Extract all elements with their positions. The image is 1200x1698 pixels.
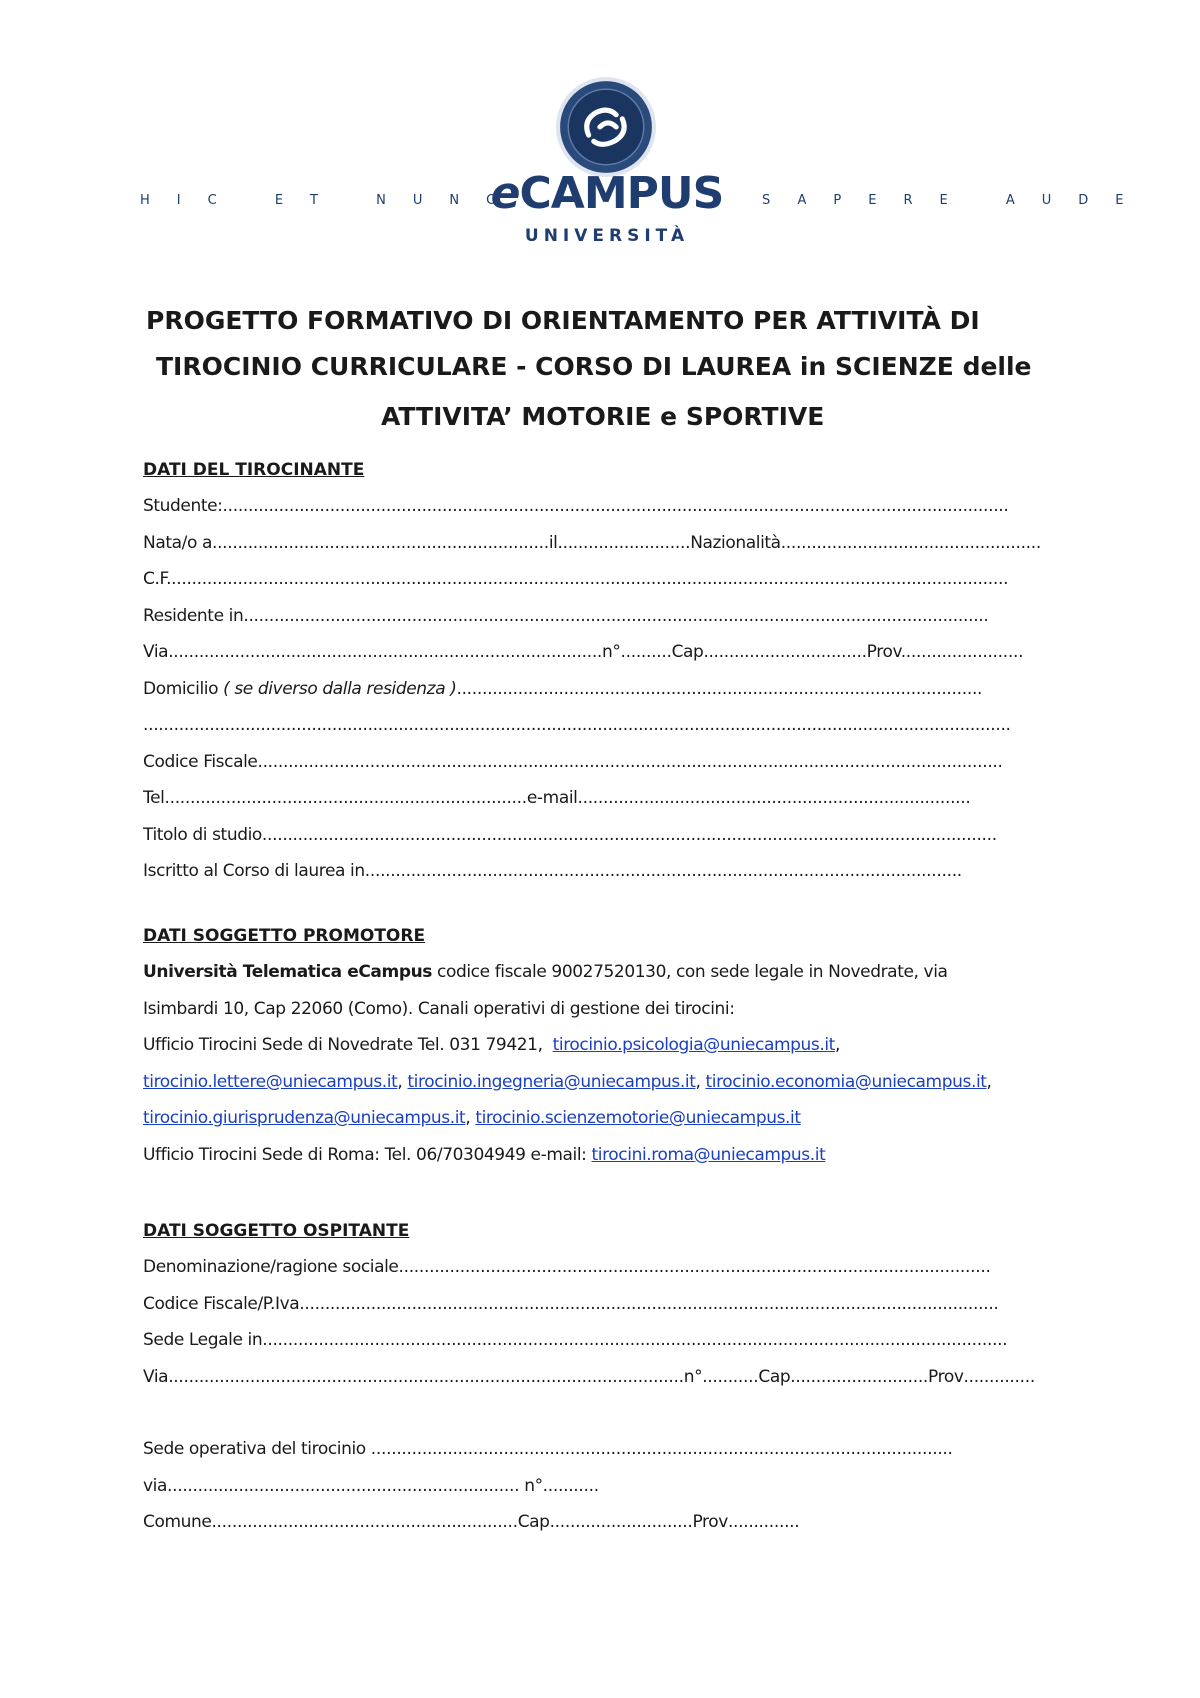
promotore-name: Università Telematica eCampus (143, 962, 433, 982)
dot-leader: .................................................................. (211, 532, 549, 553)
label-sede-legale: Sede Legale in (143, 1330, 263, 1350)
dot-leader: ........... (702, 1366, 759, 1387)
dot-leader: .......................................................................................................................................................... (222, 496, 1009, 516)
label-studente: Studente: (143, 496, 223, 516)
section-heading-promotore: DATI SOGGETTO PROMOTORE (143, 926, 426, 946)
brand-e: e (490, 168, 520, 219)
field-sede-operativa[interactable] (143, 1431, 1093, 1468)
dot-leader: ........... (542, 1475, 599, 1496)
field-iscritto[interactable] (143, 853, 1093, 890)
dot-leader: .............. (727, 1512, 800, 1532)
label-sede-operativa: Sede operativa del tirocinio (143, 1439, 371, 1459)
dot-leader: .................................................................................................................................................................... (171, 569, 1009, 589)
dot-leader: ............................................................ (211, 1512, 518, 1532)
dot-leader: .................................................................................................................................................. (243, 605, 989, 626)
brand-logo (482, 168, 732, 219)
dot-leader: .............. (963, 1366, 1035, 1387)
email-link-roma[interactable]: tirocini.roma@uniecampus.it (591, 1144, 826, 1165)
dot-leader: ..................................................................................................... (168, 1366, 684, 1387)
title-line-3: ATTIVITA’ MOTORIE e SPORTIVE (381, 402, 825, 431)
motto-right: SAPERE AUDE (762, 193, 1151, 208)
label-numero2: n° (519, 1475, 543, 1496)
dot-leader: .................................................................................................................................................. (262, 1330, 1008, 1350)
email-link-economia[interactable]: tirocinio.economia@uniecampus.it (705, 1071, 987, 1092)
section-heading-ospitante: DATI SOGGETTO OSPITANTE (143, 1221, 410, 1241)
field-cf[interactable] (143, 561, 1093, 598)
dot-leader: .................................................................................................................. (370, 1439, 953, 1459)
field-codice-piva[interactable] (143, 1286, 1093, 1323)
dot-leader: ........................... (790, 1366, 929, 1387)
label-cap2: Cap (517, 1512, 550, 1532)
field-ospitante-via2[interactable] (143, 1468, 1093, 1505)
dot-leader: ............................... (708, 642, 867, 662)
label-titolo: Titolo di studio (143, 824, 262, 845)
promotore-line-4: tirocinio.lettere@uniecampus.it, tirocinio.ingegneria@uniecampus.it, tirocinio.economia@uniecampus.it, (143, 1071, 992, 1092)
field-domicilio[interactable] (143, 671, 1093, 708)
field-residente[interactable] (143, 598, 1093, 635)
label-prov: Prov (928, 1366, 964, 1387)
dot-leader: ................................................... (780, 532, 1041, 553)
label-cap: Cap (758, 1366, 791, 1387)
promotore-line-1 (143, 954, 1093, 991)
promotore-line-6 (143, 1137, 1093, 1174)
label-email: e-mail (526, 788, 578, 808)
title-line-1: PROGETTO FORMATIVO DI ORIENTAMENTO PER ATTIVITÀ DI (146, 306, 980, 335)
label-codice-piva: Codice Fiscale/P.Iva (143, 1293, 300, 1314)
field-ospitante-via[interactable] (143, 1359, 1093, 1396)
dot-leader: .................................................................................................................... (398, 1257, 991, 1277)
email-link-psicologia[interactable]: tirocinio.psicologia@uniecampus.it (552, 1035, 835, 1055)
label-via: Via (143, 1366, 169, 1387)
dot-leader: .......... (620, 642, 672, 662)
field-comune[interactable] (143, 1504, 1093, 1541)
dot-leader: ................................................................................................................................................ (261, 824, 997, 845)
brand-subtitle: UNIVERSITÀ (524, 226, 690, 246)
promotore-line-2-text: Isimbardi 10, Cap 22060 (Como). Canali operativi di gestione dei tirocini: (143, 998, 735, 1019)
label-cap: Cap. (671, 642, 709, 662)
field-via[interactable] (143, 634, 1093, 671)
label-iscritto: Iscritto al Corso di laurea in (143, 861, 365, 881)
section-promotore (143, 918, 1093, 1173)
dot-leader: .................................................................................................................................................. (257, 751, 1003, 772)
email-link-lettere[interactable]: tirocinio.lettere@uniecampus.it (143, 1071, 398, 1092)
motto-left: HIC ET NUNC (140, 193, 523, 208)
dot-leader: ............................................................................. (577, 788, 971, 808)
email-link-giurisprudenza[interactable]: tirocinio.giurisprudenza@uniecampus.it (143, 1108, 466, 1128)
promotore-line-3: Ufficio Tirocini Sede di Novedrate Tel. 031 79421, tirocinio.psicologia@uniecampus.it, (143, 1035, 840, 1055)
field-codice-fiscale[interactable] (143, 744, 1093, 781)
section-tirocinante (143, 452, 1093, 890)
field-sede-legale[interactable] (143, 1322, 1093, 1359)
label-prov: Prov. (866, 642, 906, 662)
title-line-2: TIROCINIO CURRICULARE - CORSO DI LAUREA in SCIENZE delle (156, 352, 1032, 381)
label-codice-fiscale: Codice Fiscale (143, 751, 258, 772)
section-ospitante (143, 1213, 1093, 1541)
field-domicilio-continued[interactable] (143, 707, 1093, 744)
dot-leader: ..................................................................... (167, 1475, 520, 1496)
dot-leader: ....................... (905, 642, 1024, 662)
dot-leader: ......................................................................................................................................... (299, 1293, 999, 1314)
ecampus-emblem-icon (555, 76, 657, 178)
promotore-line-1-text: codice fiscale 90027520130, con sede legale in Novedrate, via (432, 962, 948, 982)
label-il: il (548, 532, 558, 553)
field-denominazione[interactable] (143, 1249, 1093, 1286)
email-link-ingegneria[interactable]: tirocinio.ingegneria@uniecampus.it (407, 1071, 696, 1092)
dot-leader: ............................ (549, 1512, 693, 1532)
dot-leader: .......................... (557, 532, 691, 553)
brand-name: CAMPUS (519, 168, 724, 219)
dot-leader: ....................................................................................................... (456, 678, 983, 699)
label-via2: via (143, 1475, 168, 1496)
label-via: Via (143, 642, 169, 662)
field-nato[interactable] (143, 525, 1093, 562)
label-tel: Tel (143, 788, 165, 808)
section-heading-tirocinante: DATI DEL TIROCINANTE (143, 460, 365, 480)
field-studente[interactable] (143, 488, 1093, 525)
domicilio-note: ( se diverso dalla residenza ) (223, 678, 457, 699)
dot-leader: ..................................................................................................................... (364, 861, 962, 881)
dot-leader: ....................................................................... (164, 788, 527, 808)
email-link-scienzemotorie[interactable]: tirocinio.scienzemotorie@uniecampus.it (475, 1108, 801, 1128)
label-comune: Comune (143, 1512, 212, 1532)
field-tel-email[interactable] (143, 780, 1093, 817)
label-numero: n° (683, 1366, 703, 1387)
field-titolo[interactable] (143, 817, 1093, 854)
promotore-line-2 (143, 991, 1093, 1028)
label-residente: Residente in (143, 605, 244, 626)
label-denominazione: Denominazione/ragione sociale (143, 1257, 399, 1277)
header (0, 0, 1200, 270)
label-cf: C.F. (143, 569, 172, 589)
label-domicilio: Domicilio (143, 678, 219, 699)
promotore-line-5: tirocinio.giurisprudenza@uniecampus.it, tirocinio.scienzemotorie@uniecampus.it (143, 1108, 801, 1128)
label-numero: n° (602, 642, 621, 662)
spacer (143, 1395, 1093, 1431)
promotore-line-3-text: Ufficio Tirocini Sede di Novedrate Tel. 031 79421, (143, 1035, 543, 1055)
dot-leader: ..................................................................................... (168, 642, 603, 662)
label-nazionalita: Nazionalità (690, 532, 781, 553)
dot-leader: .......................................................................................................................................................................... (143, 715, 1011, 735)
promotore-line-6-text: Ufficio Tirocini Sede di Roma: Tel. 06/70304949 e-mail: (143, 1144, 592, 1165)
label-nato: Nata/o a (143, 532, 212, 553)
label-prov2: Prov (692, 1512, 728, 1532)
